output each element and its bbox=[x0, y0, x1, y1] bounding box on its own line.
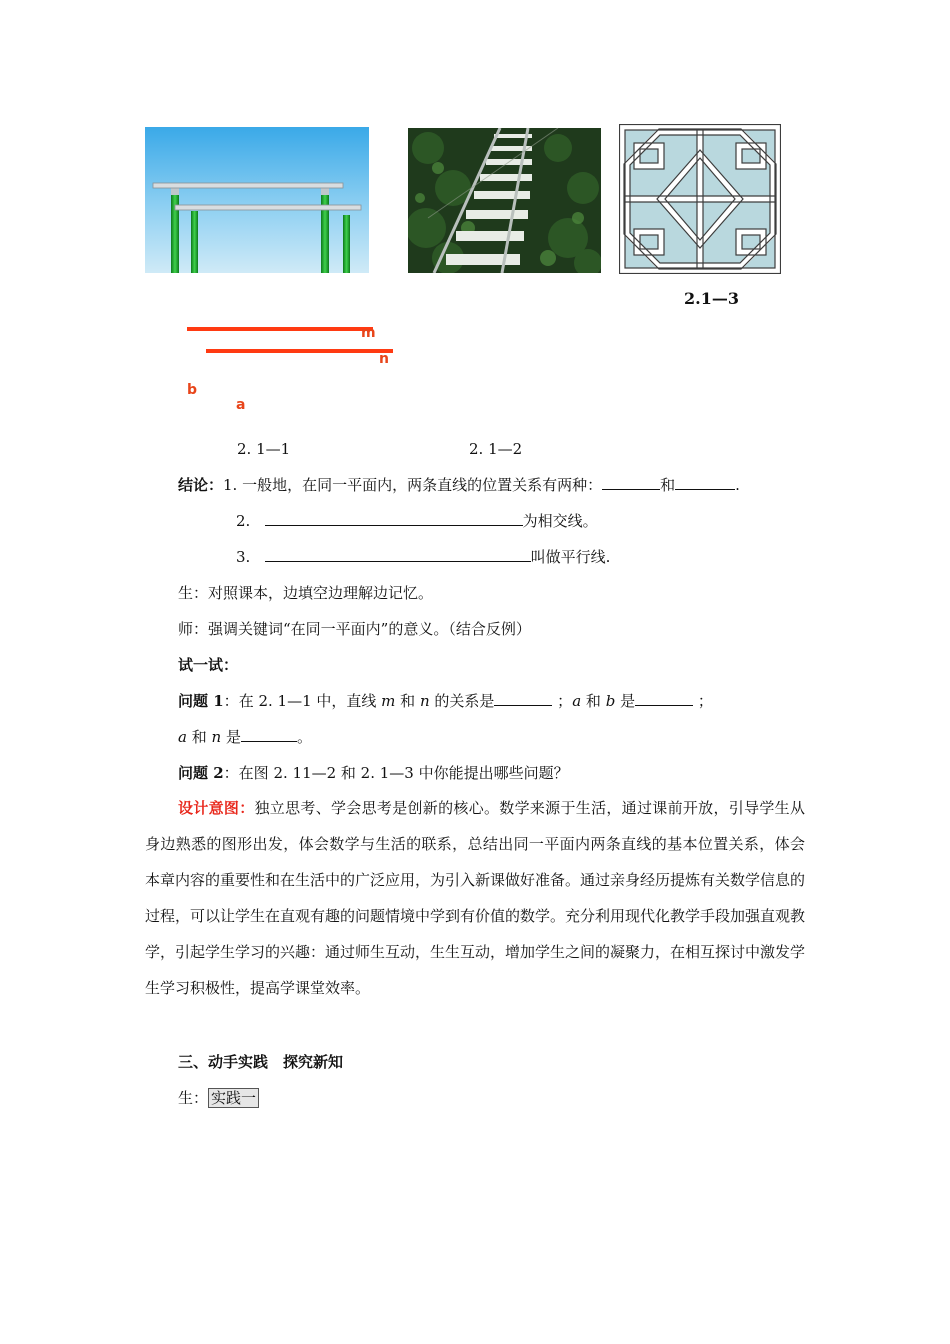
conclusion-item-3: 3. 叫做平行线. bbox=[236, 548, 611, 566]
figure-parallel-bars bbox=[145, 127, 369, 273]
blank-2[interactable] bbox=[675, 475, 735, 490]
conclusion-item-2: 2. 为相交线。 bbox=[236, 512, 598, 530]
line-n bbox=[206, 349, 393, 353]
conclusion-item-1: 结论：1. 一般地，在同一平面内，两条直线的位置关系有两种： 和 . bbox=[178, 476, 740, 494]
blank-7[interactable] bbox=[241, 727, 297, 742]
conclusion-label: 结论： bbox=[178, 476, 224, 494]
label-n: n bbox=[379, 351, 389, 367]
figure-railway bbox=[408, 128, 601, 273]
railway-illustration bbox=[408, 128, 601, 273]
question-1-line-2: a 和 n 是 。 bbox=[178, 728, 312, 746]
label-m: m bbox=[361, 325, 376, 341]
question-2-label: 问题 2 bbox=[178, 764, 224, 782]
design-intent-paragraph: 设计意图：独立思考、学会思考是创新的核心。数学来源于生活，通过课前开放，引导学生从身边熟悉的图形出发，体会数学与生活的联系，总结出同一平面内两条直线的基本位置关系，体会 本章内容的重要性和在生活中的广泛应用，为引入新课做好准备。通过亲身经历提炼有关数学信息的过程，可以让学生在直观有趣的问题情境中学到有价值的数学。充分利用现代化教学手段加强直观教学，引起学生学习的兴趣：通过师生互动，生生互动，增加学生之间的凝聚力，在相互探讨中激发学生学习积极性，提高学课堂效率。 bbox=[145, 799, 806, 997]
student-line: 生：对照课本，边填空边理解边记忆。 bbox=[178, 584, 434, 602]
section-3-heading: 三、动手实践 探究新知 bbox=[178, 1053, 344, 1071]
lattice-illustration bbox=[619, 124, 781, 274]
practice-line: 生： 实践一 bbox=[178, 1088, 259, 1108]
question-1: 问题 1：在 2. 1—1 中，直线 m 和 n 的关系是 ；a 和 b 是 ； bbox=[178, 692, 713, 710]
figure-window-lattice bbox=[619, 124, 781, 274]
blank-3[interactable] bbox=[265, 511, 523, 526]
practice-one-field[interactable]: 实践一 bbox=[208, 1088, 259, 1108]
blank-4[interactable] bbox=[265, 547, 531, 562]
blank-5[interactable] bbox=[494, 691, 552, 706]
parallel-bars-illustration bbox=[145, 127, 369, 273]
label-a: a bbox=[236, 397, 246, 413]
teacher-line: 师：强调关键词“在同一平面内”的意义。（结合反例） bbox=[178, 620, 531, 638]
question-1-label: 问题 1 bbox=[178, 692, 224, 710]
blank-1[interactable] bbox=[602, 475, 660, 490]
question-2: 问题 2：在图 2. 11—2 和 2. 1—3 中你能提出哪些问题？ bbox=[178, 764, 569, 782]
caption-fig-2-1-2: 2. 1—2 bbox=[469, 440, 523, 458]
label-b: b bbox=[187, 382, 198, 398]
blank-6[interactable] bbox=[635, 691, 693, 706]
caption-fig-2-1-3: 2.1—3 bbox=[684, 289, 739, 308]
try-heading: 试一试： bbox=[178, 656, 239, 674]
design-intent-label: 设计意图： bbox=[178, 799, 255, 817]
line-m bbox=[187, 327, 373, 331]
caption-fig-2-1-1: 2. 1—1 bbox=[237, 440, 291, 458]
